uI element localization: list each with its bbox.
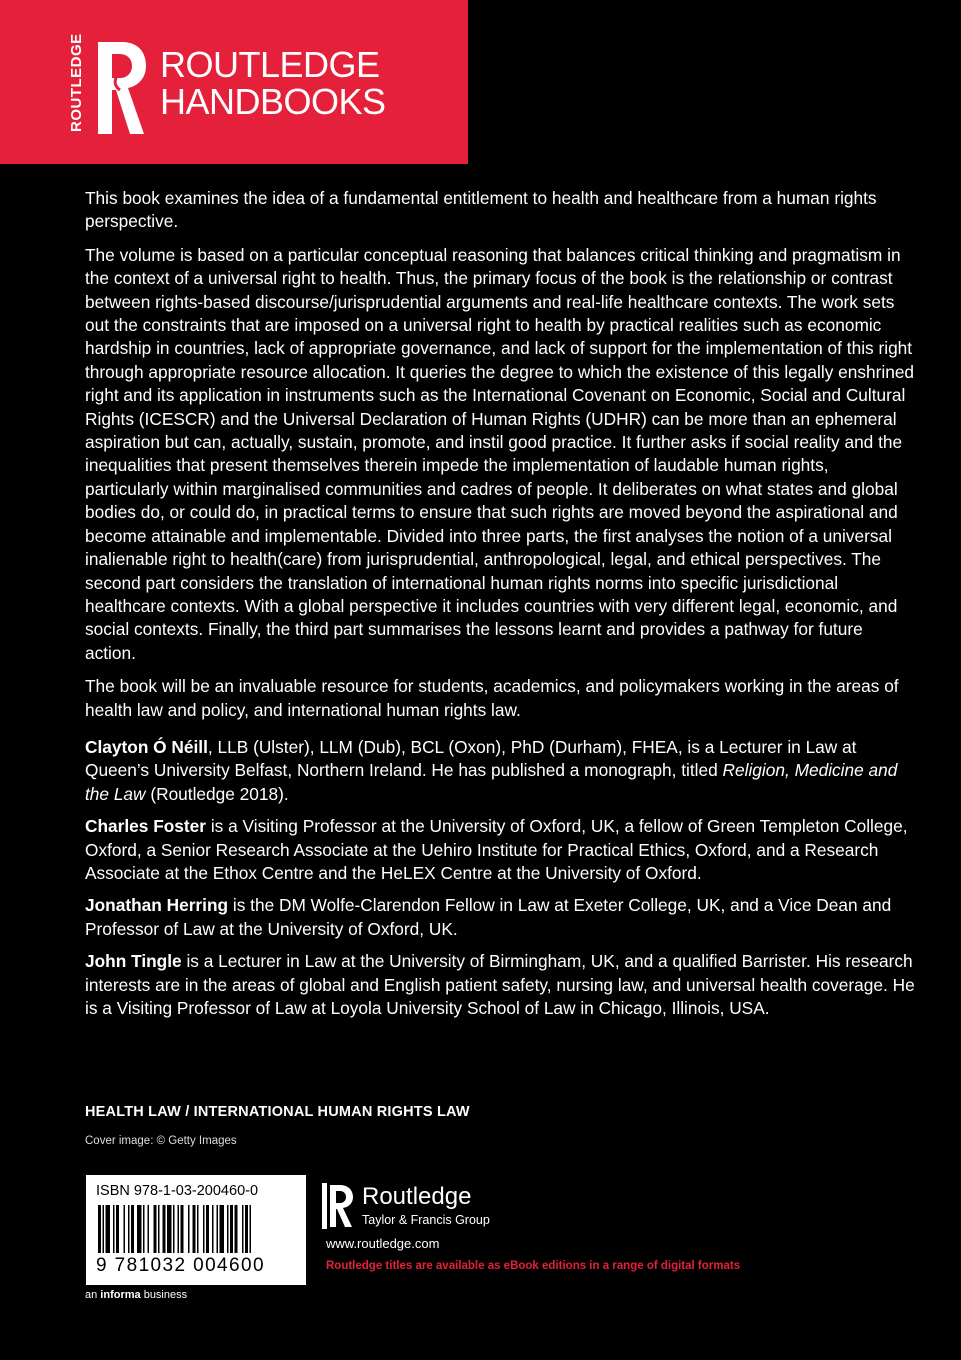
series-title [160,46,386,120]
subject-category: HEALTH LAW / INTERNATIONAL HUMAN RIGHTS LAW [85,1104,470,1120]
blurb-paragraph-2: The volume is based on a particular conceptual reasoning that balances critical thinking and pragmatism in the context of a universal right to health. Thus, the primary focus of the book is the relationship or contrast between rights-based discourse/jurisprudential arguments and real-life healthcare contexts. The work sets out the constraints that are imposed on a universal right to health by practical realities such as economic hardship in countries, lack of appropriate governance, and lack of support for the implementation of this right through appropriate resource allocation. It queries the degree to which the existence of this legally enshrined right and its application in instruments such as the International Covenant on Economic, Social and Cultural Rights (ICESCR) and the Universal Declaration of Human Rights (UDHR) can be more than an ephemeral aspiration but can, actually, sustain, promote, and instil good practice. It further asks if social reality and the inequalities that present themselves therein impede the implementation of laudable human rights, particularly within marginalised communities and cadres of people. It deliberates on what states and global bodies do, or could do, in practical terms to ensure that such rights are moved beyond the aspirational and become attainable and implementable. Divided into three parts, the first analyses the notion of a universal inalienable right to health(care) from jurisprudential, anthropological, legal, and ethical perspectives. The second part considers the translation of international human rights norms into specific jurisdictional healthcare contexts. With a global perspective it includes countries with very different legal, economic, and social contexts. Finally, the third part summarises the lessons learnt and provides a pathway for future action. [85,244,915,663]
author-bio-text: , LLB (Ulster), LLM (Dub), BCL (Oxon), PhD (Durham), FHEA, is a Lecturer in Law at Queen’s University Belfast, Northern Ireland. He has published a monograph, titled [85,736,857,781]
series-title-line1: ROUTLEDGE [160,44,380,85]
isbn-label: ISBN 978-1-03-200460-0 [96,1183,259,1199]
author-bio-2 [85,815,915,885]
ebook-notice: Routledge titles are available as eBook editions in a range of digital formats [326,1260,741,1272]
informa-suffix: business [140,1289,188,1301]
blurb-paragraph-1: This book examines the idea of a fundamental entitlement to health and healthcare from a human rights perspective. [85,188,877,232]
author-bio-text: is a Visiting Professor at the University of Oxford, UK, a fellow of Green Templeton College, Oxford, a Senior Research Associate at the Uehiro Institute for Practical Ethics, Oxford, and a Research Associate at the Ethox Centre and the HeLEX Centre at the University of Oxford. [85,816,908,883]
routledge-profile-icon [92,40,150,136]
author-name: Clayton Ó Néill [85,736,208,757]
monograph-title: Religion, Medicine and the Law [85,760,898,804]
vertical-publisher-word: ROUTLEDGE [68,33,85,132]
informa-prefix: an [85,1289,101,1301]
author-bio-4 [85,950,915,1020]
author-bio-text-end: (Routledge 2018). [145,783,289,804]
barcode-digits: 9 781032 004600 [96,1255,265,1276]
series-banner [0,0,468,164]
back-cover-text [85,187,915,1029]
author-bio-3 [85,894,915,941]
author-name: Charles Foster [85,816,207,837]
author-bio-1 [85,736,915,806]
author-bio-text: is a Lecturer in Law at the University of Birmingham, UK, and a qualified Barrister. His research interests are in the areas of global and English patient safety, nursing law, and universal health coverage. He is a Visiting Professor of Law at Loyola University School of Law in Chicago, Illinois, USA. [85,951,915,1018]
informa-brand: informa [100,1289,141,1301]
author-bio-text: is the DM Wolfe-Clarendon Fellow in Law at Exeter College, UK, and a Vice Dean and Professor of Law at the University of Oxford, UK. [85,895,892,939]
series-title-line2: HANDBOOKS [160,81,386,122]
informa-business [85,1289,187,1301]
publisher-group: Taylor & Francis Group [362,1213,490,1227]
cover-image-credit: Cover image: © Getty Images [85,1135,237,1147]
publisher-name: Routledge [362,1183,472,1210]
isbn-barcode [86,1175,306,1285]
author-name: John Tingle [85,951,182,972]
routledge-logo-icon [322,1183,356,1229]
author-name: Jonathan Herring [85,895,229,916]
barcode-bars [98,1205,294,1255]
blurb-paragraph-3: The book will be an invaluable resource for students, academics, and policymakers working in the areas of health law and policy, and international human rights law. [85,676,899,720]
publisher-url: www.routledge.com [326,1236,440,1251]
